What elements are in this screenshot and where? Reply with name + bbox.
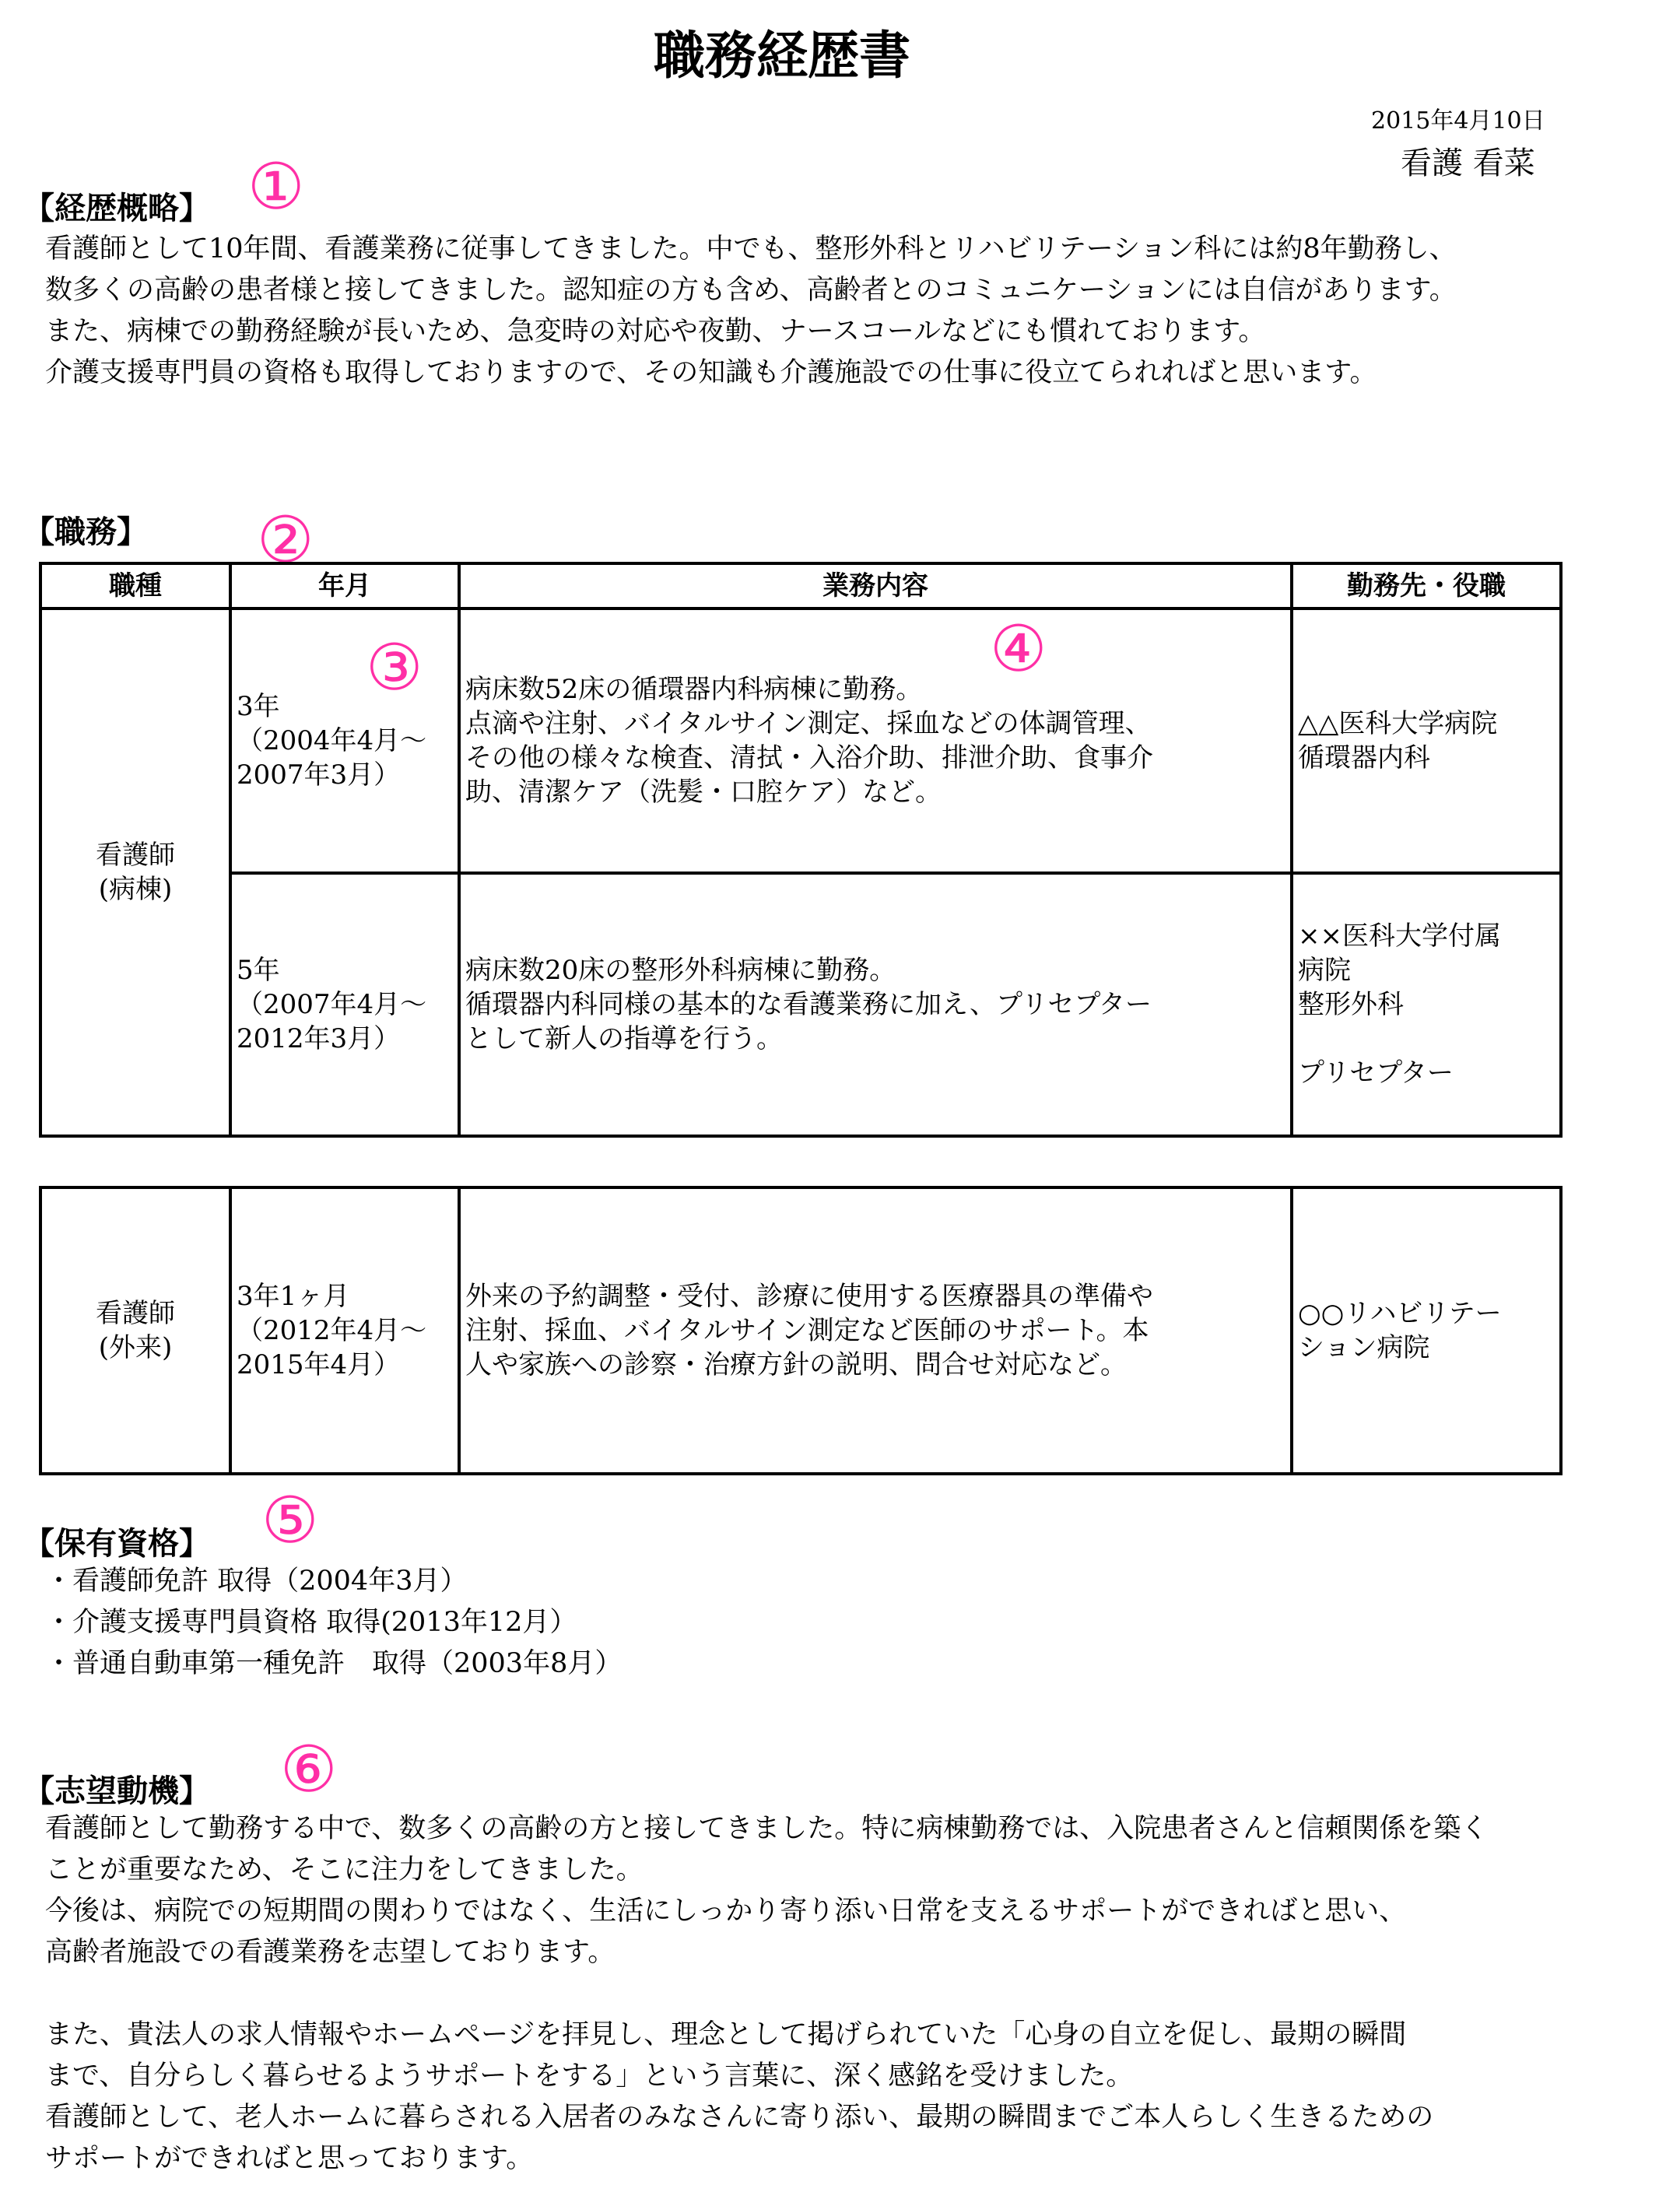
workplace-line — [1298, 1022, 1555, 1056]
workplace-line: ション病院 — [1298, 1332, 1430, 1363]
list-item: ・看護師免許 取得（2004年3月） — [45, 1566, 468, 1597]
table-header-row — [40, 563, 1561, 609]
summary-line: 数多くの高齢の患者様と接してきました。認知症の方も含め、高齢者とのコミュニケーションには自信があります。 — [45, 275, 1457, 306]
period-line: （2012年4月～ — [237, 1315, 427, 1346]
workplace-cell — [1292, 873, 1561, 1136]
motivation-text — [45, 1808, 1488, 2180]
table-row — [40, 1187, 1561, 1474]
job-type-label: 看護師 — [96, 1298, 175, 1329]
period-line: 2012年3月） — [237, 1023, 401, 1054]
summary-line: 看護師として10年間、看護業務に従事してきました。中でも、整形外科とリハビリテーション科には約8年勤務し、 — [45, 233, 1457, 265]
header-content: 業務内容 — [459, 563, 1292, 609]
marker-5: ⑤ — [261, 1484, 319, 1558]
workplace-cell — [1292, 609, 1561, 873]
motivation-line: また、貴法人の求人情報やホームページを拝見し、理念として掲げられていた「心身の自立を促し、最期の瞬間 — [45, 2019, 1407, 2050]
motivation-line: ことが重要なため、そこに注力をしてきました。 — [45, 1854, 644, 1885]
list-item: ・普通自動車第一種免許 取得（2003年8月） — [45, 1648, 623, 1679]
content-line: 外来の予約調整・受付、診療に使用する医療器具の準備や — [465, 1281, 1153, 1312]
content-cell — [459, 1187, 1292, 1474]
workplace-line: ○○リハビリテー — [1298, 1298, 1502, 1329]
marker-3: ③ — [366, 631, 423, 705]
period-line: （2007年4月～ — [237, 989, 427, 1020]
content-cell — [459, 873, 1292, 1136]
summary-text — [45, 229, 1457, 394]
period-line: 3年 — [237, 691, 280, 722]
marker-1: ① — [247, 150, 305, 224]
content-line: 病床数20床の整形外科病棟に勤務。 — [465, 955, 896, 986]
period-line: （2004年4月～ — [237, 725, 427, 756]
motivation-line: 看護師として勤務する中で、数多くの高齢の方と接してきました。特に病棟勤務では、入院患者さんと信頼関係を築く — [45, 1813, 1489, 1844]
motivation-line: まで、自分らしく暮らせるようサポートをする」という言葉に、深く感銘を受けました。 — [45, 2060, 1134, 2092]
job-history-table — [39, 562, 1563, 1138]
workplace-line: 循環器内科 — [1298, 742, 1430, 773]
content-line: 循環器内科同様の基本的な看護業務に加え、プリセプター — [465, 989, 1152, 1020]
motivation-line: 今後は、病院での短期間の関わりではなく、生活にしっかり寄り添い日常を支えるサポートができればと思い、 — [45, 1896, 1407, 1927]
job-type-cell — [40, 1187, 230, 1474]
motivation-line: 看護師として、老人ホームに暮らされる入居者のみなさんに寄り添い、最期の瞬間までご本人らしく生きるための — [45, 2102, 1434, 2133]
content-cell — [459, 609, 1292, 873]
job-type-sublabel: (病棟) — [98, 874, 173, 905]
content-line: 人や家族への診察・治療方針の説明、問合せ対応など。 — [465, 1349, 1127, 1380]
applicant-name: 看護 看菜 — [1401, 146, 1535, 181]
header-job-type: 職種 — [40, 563, 230, 609]
table-row — [40, 609, 1561, 873]
job-history-table-2 — [39, 1186, 1563, 1475]
content-line: 注射、採血、バイタルサイン測定など医師のサポート。本 — [465, 1315, 1149, 1346]
workplace-line: 病院 — [1298, 955, 1351, 986]
summary-line: また、病棟での勤務経験が長いため、急変時の対応や夜勤、ナースコールなどにも慣れております。 — [45, 316, 1266, 347]
period-line: 5年 — [237, 955, 280, 986]
motivation-line — [45, 1973, 1488, 2015]
document-title: 職務経歴書 — [654, 26, 910, 86]
document-date: 2015年4月10日 — [1371, 107, 1545, 135]
period-line: 3年1ヶ月 — [237, 1281, 350, 1312]
content-line: その他の様々な検査、清拭・入浴介助、排泄介助、食事介 — [465, 742, 1153, 773]
job-type-label: 看護師 — [96, 840, 175, 871]
qualifications-heading: 【保有資格】 — [23, 1526, 210, 1562]
motivation-line: サポートができればと思っております。 — [45, 2143, 534, 2174]
workplace-line: ××医科大学付属 — [1298, 921, 1501, 952]
content-line: 助、清潔ケア（洗髪・口腔ケア）など。 — [465, 777, 942, 808]
job-type-cell — [40, 609, 230, 1136]
qualifications-list — [45, 1561, 622, 1685]
motivation-heading: 【志望動機】 — [23, 1773, 210, 1809]
jobs-heading: 【職務】 — [23, 514, 148, 550]
workplace-line: プリセプター — [1298, 1057, 1454, 1089]
period-line: 2015年4月） — [237, 1349, 401, 1380]
period-line: 2007年3月） — [237, 759, 401, 791]
period-cell — [230, 609, 459, 873]
workplace-line: 整形外科 — [1298, 989, 1404, 1020]
header-period: 年月 — [230, 563, 459, 609]
summary-heading: 【経歴概略】 — [23, 191, 210, 226]
header-workplace: 勤務先・役職 — [1292, 563, 1561, 609]
content-line: 点滴や注射、バイタルサイン測定、採血などの体調管理、 — [465, 708, 1152, 739]
marker-4: ④ — [990, 612, 1047, 686]
job-type-sublabel: (外来) — [98, 1332, 173, 1363]
period-cell — [230, 1187, 459, 1474]
summary-line: 介護支援専門員の資格も取得しておりますので、その知識も介護施設での仕事に役立てられればと思います。 — [45, 357, 1377, 388]
workplace-cell — [1292, 1187, 1561, 1474]
workplace-line: △△医科大学病院 — [1298, 708, 1498, 739]
marker-6: ⑥ — [280, 1733, 338, 1807]
marker-2: ② — [257, 503, 314, 577]
content-line: 病床数52床の循環器内科病棟に勤務。 — [465, 674, 923, 705]
table-row — [40, 873, 1561, 1136]
motivation-line: 高齢者施設での看護業務を志望しております。 — [45, 1937, 616, 1968]
period-cell — [230, 873, 459, 1136]
list-item: ・介護支援専門員資格 取得(2013年12月） — [45, 1607, 577, 1638]
content-line: として新人の指導を行う。 — [465, 1023, 783, 1054]
